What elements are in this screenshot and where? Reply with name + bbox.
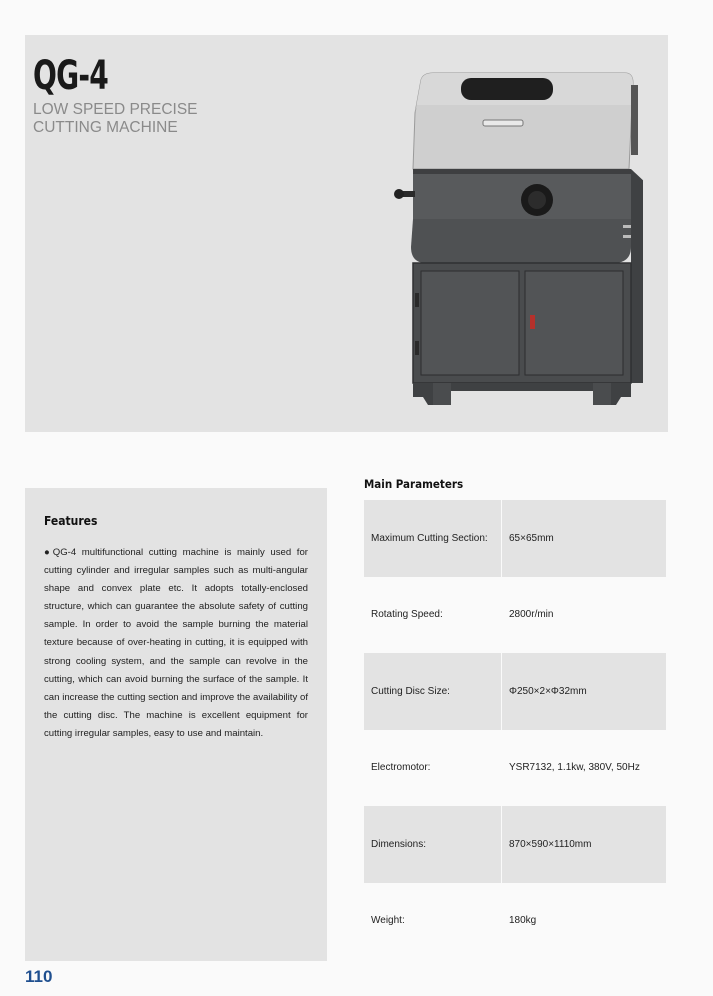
table-row xyxy=(364,883,666,960)
param-label: Cutting Disc Size: xyxy=(364,653,501,730)
table-row xyxy=(364,806,666,883)
param-value: 870×590×1110mm xyxy=(502,806,666,883)
table-row xyxy=(364,653,666,730)
parameters-table xyxy=(364,500,666,959)
hero-panel xyxy=(25,35,668,432)
subtitle-line-2: CUTTING MACHINE xyxy=(33,119,178,136)
param-value: 2800r/min xyxy=(509,609,554,621)
parameters-title: Main Parameters xyxy=(364,477,464,491)
param-value: 65×65mm xyxy=(502,500,666,577)
features-title: Features xyxy=(44,514,98,528)
param-label: Dimensions: xyxy=(364,806,501,883)
param-label: Weight: xyxy=(371,915,405,927)
param-value: 180kg xyxy=(509,915,537,927)
param-value: Φ250×2×Φ32mm xyxy=(502,653,666,730)
param-label: Rotating Speed: xyxy=(371,609,443,621)
param-value: YSR7132, 1.1kw, 380V, 50Hz xyxy=(509,762,640,774)
machine-image xyxy=(393,65,643,405)
param-label: Electromotor: xyxy=(371,762,431,774)
model-title: QG-4 xyxy=(33,53,108,99)
features-text: ●QG-4 multifunctional cutting machine is mainly used for cutting cylinder and irregular samples such as multi-angular shape and convex plate etc. It adopts totally-enclosed structure, which can guarantee the absolute safety of cutting sample. In order to avoid the sample burning the material texture because of over-heating in cutting, it is equipped with strong cooling system, and the sample can revolve in the cutting, which can avoid burning the surface of the sample. It can increase the cutting section and improve the availability of the cutting disc. The machine is excellent equipment for cutting irregular samples, easy to use and maintain. xyxy=(44,547,308,739)
subtitle-line-1: LOW SPEED PRECISE xyxy=(33,101,198,118)
table-row xyxy=(364,500,666,577)
model-subtitle xyxy=(33,101,273,137)
features-panel xyxy=(25,488,327,961)
table-row xyxy=(364,730,666,807)
page-number: 110 xyxy=(25,967,53,986)
param-label: Maximum Cutting Section: xyxy=(364,500,501,577)
table-row xyxy=(364,577,666,654)
